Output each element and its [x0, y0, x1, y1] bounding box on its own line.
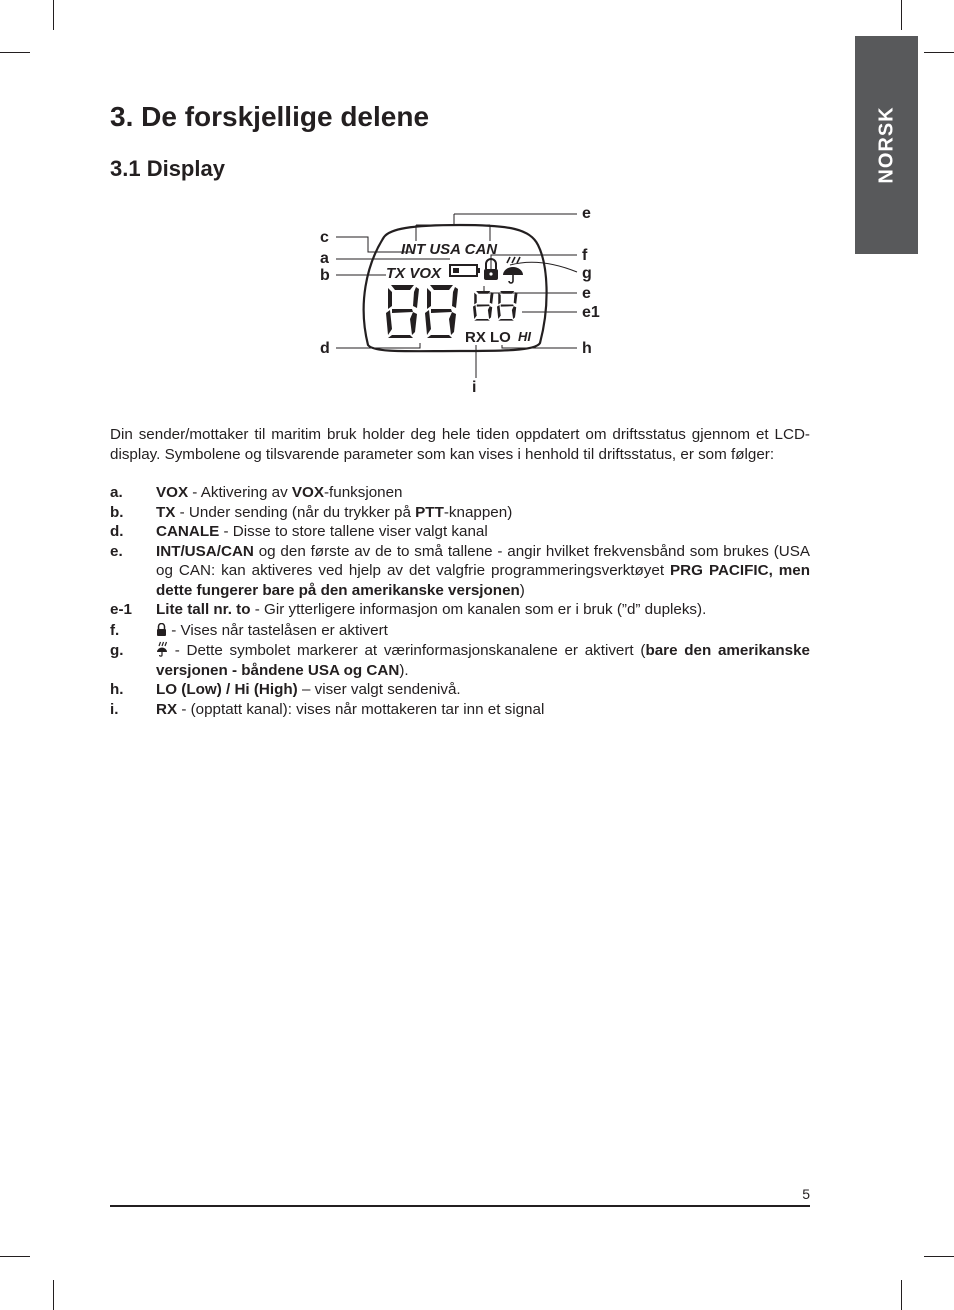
- item-text: VOX - Aktivering av VOX-funksjonen: [156, 484, 403, 501]
- list-item: [110, 600, 810, 620]
- weather-umbrella-icon: [156, 641, 168, 657]
- list-item: [110, 522, 810, 542]
- callout-e1: e1: [582, 304, 600, 321]
- list-item: [110, 700, 810, 720]
- page-title: 3. De forskjellige delene: [110, 101, 430, 132]
- list-item: [110, 641, 810, 680]
- item-text: INT/USA/CAN og den første av de to små tallene - angir hvilket frekvensbånd som brukes (USA og CAN: kan aktiveres ved hjelp av det valgfrie programmeringsverktøyet PRG PACIFIC, men dette fungerer bare på den amerikanske versjonen): [156, 542, 811, 599]
- crop-mark: [901, 0, 902, 30]
- item-label: a.: [110, 484, 123, 501]
- callout-e-top: e: [582, 205, 591, 222]
- item-text: RX - (opptatt kanal): vises når mottakeren tar inn et signal: [156, 700, 545, 718]
- big-channel-digits: [386, 285, 458, 338]
- list-item: [110, 542, 810, 601]
- callout-e-mid: e: [582, 285, 591, 302]
- crop-mark: [901, 1280, 902, 1310]
- callout-f: f: [582, 247, 588, 264]
- list-item: [110, 621, 810, 641]
- item-text: - Dette symbolet markerer at værinformasjonskanalene er aktivert (bare den amerikanske versjonen - båndene USA og CAN).: [156, 642, 810, 679]
- lcd-rxlo-text: RX LO: [465, 329, 511, 346]
- page-number: 5: [802, 1186, 810, 1202]
- callout-h: h: [582, 340, 592, 357]
- crop-mark: [0, 52, 30, 53]
- crop-mark: [53, 1280, 54, 1310]
- lcd-hi-text: HI: [518, 329, 531, 344]
- item-text: LO (Low) / Hi (High) – viser valgt sendenivå.: [156, 681, 461, 698]
- crop-mark: [53, 0, 54, 30]
- footer-rule: [110, 1205, 810, 1207]
- item-text: TX - Under sending (når du trykker på PTT-knappen): [156, 503, 513, 521]
- section-title: 3.1 Display: [110, 156, 225, 181]
- item-text: CANALE - Disse to store tallene viser valgt kanal: [156, 523, 488, 540]
- item-text: Lite tall nr. to - Gir ytterligere informasjon om kanalen som er i bruk (”d” dupleks).: [156, 601, 707, 618]
- lcd-txvox-text: TX VOX: [386, 265, 442, 282]
- intro-paragraph: Din sender/mottaker til maritim bruk holder deg hele tiden oppdatert om driftsstatus gjennom et LCD-display. Symbolene og tilsvarende parameter som kan vises i henhold til driftsstatus, er som følger:: [110, 426, 810, 463]
- weather-umbrella-icon: [503, 257, 523, 283]
- lcd-bands-text: INT USA CAN: [401, 241, 498, 258]
- battery-icon: [450, 265, 480, 276]
- item-label: g.: [110, 642, 124, 659]
- item-label: h.: [110, 681, 124, 698]
- item-text: - Vises når tastelåsen er aktivert: [156, 621, 810, 641]
- language-tab: [855, 36, 918, 254]
- item-label: d.: [110, 523, 124, 540]
- callout-b: b: [320, 267, 330, 284]
- lcd-diagram: [300, 195, 640, 400]
- lock-icon: [156, 623, 167, 637]
- callout-g: g: [582, 265, 592, 282]
- callout-i: i: [472, 379, 477, 396]
- language-tab-label: NORSK: [875, 106, 897, 184]
- callout-a: a: [320, 250, 329, 267]
- callout-d: d: [320, 340, 330, 357]
- list-item: [110, 503, 810, 523]
- crop-mark: [924, 52, 954, 53]
- small-digits: [473, 291, 517, 321]
- lcd-diagram-svg: [300, 195, 640, 400]
- item-label: e.: [110, 542, 123, 560]
- callout-c: c: [320, 229, 329, 246]
- item-label: f.: [110, 621, 120, 639]
- crop-mark: [924, 1256, 954, 1257]
- item-label: i.: [110, 700, 119, 718]
- item-label: b.: [110, 503, 124, 521]
- item-label: e-1: [110, 601, 132, 618]
- symbol-list: [110, 483, 810, 719]
- list-item: [110, 680, 810, 700]
- crop-mark: [0, 1256, 30, 1257]
- list-item: [110, 483, 810, 503]
